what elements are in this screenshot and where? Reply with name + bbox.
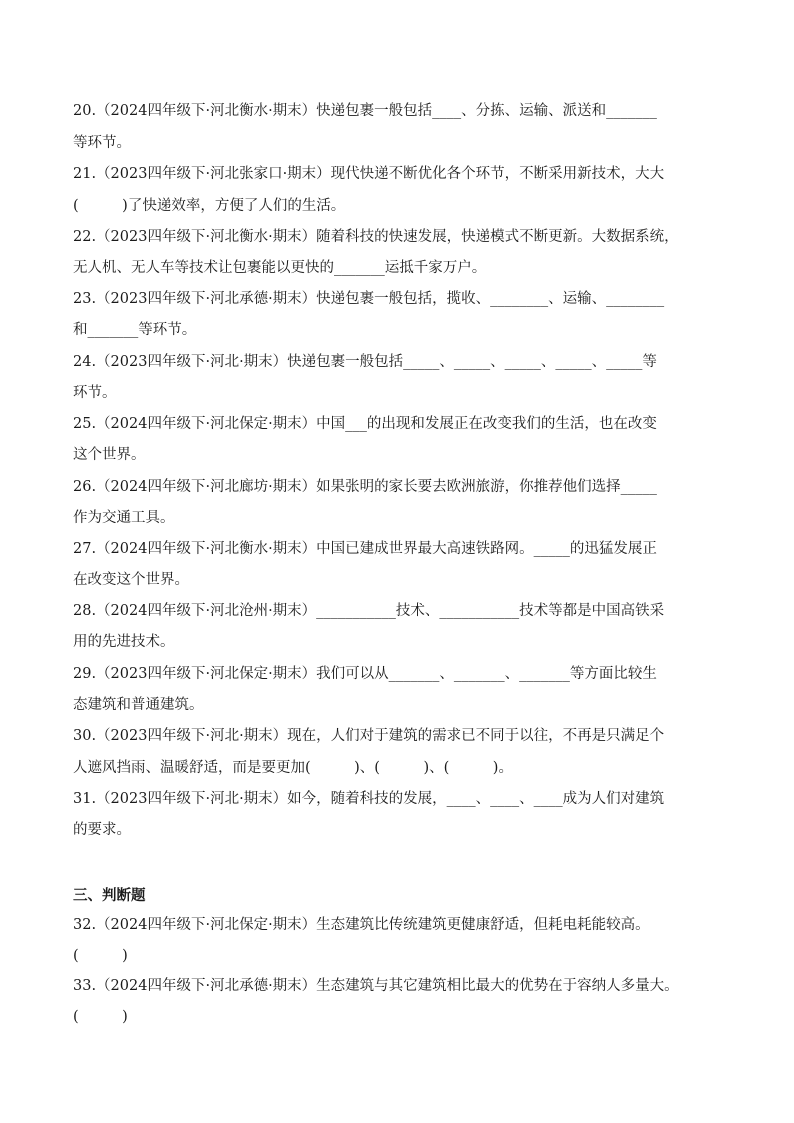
q24-line-2: 环节。 — [73, 385, 117, 401]
section-title-judgment: 三、判断题 — [73, 887, 146, 904]
q30-line-1: 30.（2023四年级下·河北·期末）现在，人们对于建筑的需求已不同于以往，不再是只满足个 — [73, 728, 665, 744]
q31-line-1: 31.（2023四年级下·河北·期末）如今，随着科技的发展，____、____、____成为人们对建筑 — [73, 791, 665, 807]
q23-line-2: 和_______等环节。 — [73, 322, 197, 338]
q20-line-1: 20.（2024四年级下·河北衡水·期末）快递包裹一般包括____、分拣、运输、派送和_______ — [73, 103, 657, 119]
q24-line-1: 24.（2023四年级下·河北·期末）快递包裹一般包括_____、_____、_____、_____、_____等 — [73, 354, 657, 370]
q25-line-1: 25.（2024四年级下·河北保定·期末）中国___的出现和发展正在改变我们的生活，也在改变 — [73, 416, 657, 432]
q32-answer-bracket: ( ) — [73, 948, 128, 964]
q23-line-1: 23.（2023四年级下·河北承德·期末）快递包裹一般包括，揽收、________、运输、________ — [73, 291, 665, 307]
q27-line-2: 在改变这个世界。 — [73, 572, 189, 588]
q21-line-2: ( )了快递效率，方便了人们的生活。 — [73, 198, 346, 214]
q33-answer-bracket: ( ) — [73, 1009, 128, 1025]
q25-line-2: 这个世界。 — [73, 447, 146, 463]
q29-line-1: 29.（2023四年级下·河北保定·期末）我们可以从_______、_______、_______等方面比较生 — [73, 666, 657, 682]
q26-line-1: 26.（2024四年级下·河北廊坊·期末）如果张明的家长要去欧洲旅游，你推荐他们选择_____ — [73, 479, 657, 495]
q30-line-2: 人遮风挡雨、温暖舒适，而是要更加( )、( )、( )。 — [73, 760, 513, 776]
q31-line-2: 的要求。 — [73, 822, 131, 838]
q29-line-2: 态建筑和普通建筑。 — [73, 697, 204, 713]
q22-line-2: 无人机、无人车等技术让包裹能以更快的_______运抵千家万户。 — [73, 260, 487, 276]
q33-line-1: 33.（2024四年级下·河北承德·期末）生态建筑与其它建筑相比最大的优势在于容纳人多量大。 — [73, 978, 679, 994]
q21-line-1: 21.（2023四年级下·河北张家口·期末）现代快递不断优化各个环节，不断采用新技术，大大 — [73, 166, 665, 182]
q27-line-1: 27.（2024四年级下·河北衡水·期末）中国已建成世界最大高速铁路网。_____的迅猛发展正 — [73, 541, 657, 557]
q26-line-2: 作为交通工具。 — [73, 510, 175, 526]
q20-line-2: 等环节。 — [73, 135, 131, 151]
q32-line-1: 32.（2024四年级下·河北保定·期末）生态建筑比传统建筑更健康舒适，但耗电耗能较高。 — [73, 917, 650, 933]
q22-line-1: 22.（2023四年级下·河北衡水·期末）随着科技的快速发展，快递模式不断更新。大数据系统， — [73, 229, 679, 245]
q28-line-2: 用的先进技术。 — [73, 634, 175, 650]
q28-line-1: 28.（2024四年级下·河北沧州·期末）___________技术、___________技术等都是中国高铁采 — [73, 603, 665, 619]
